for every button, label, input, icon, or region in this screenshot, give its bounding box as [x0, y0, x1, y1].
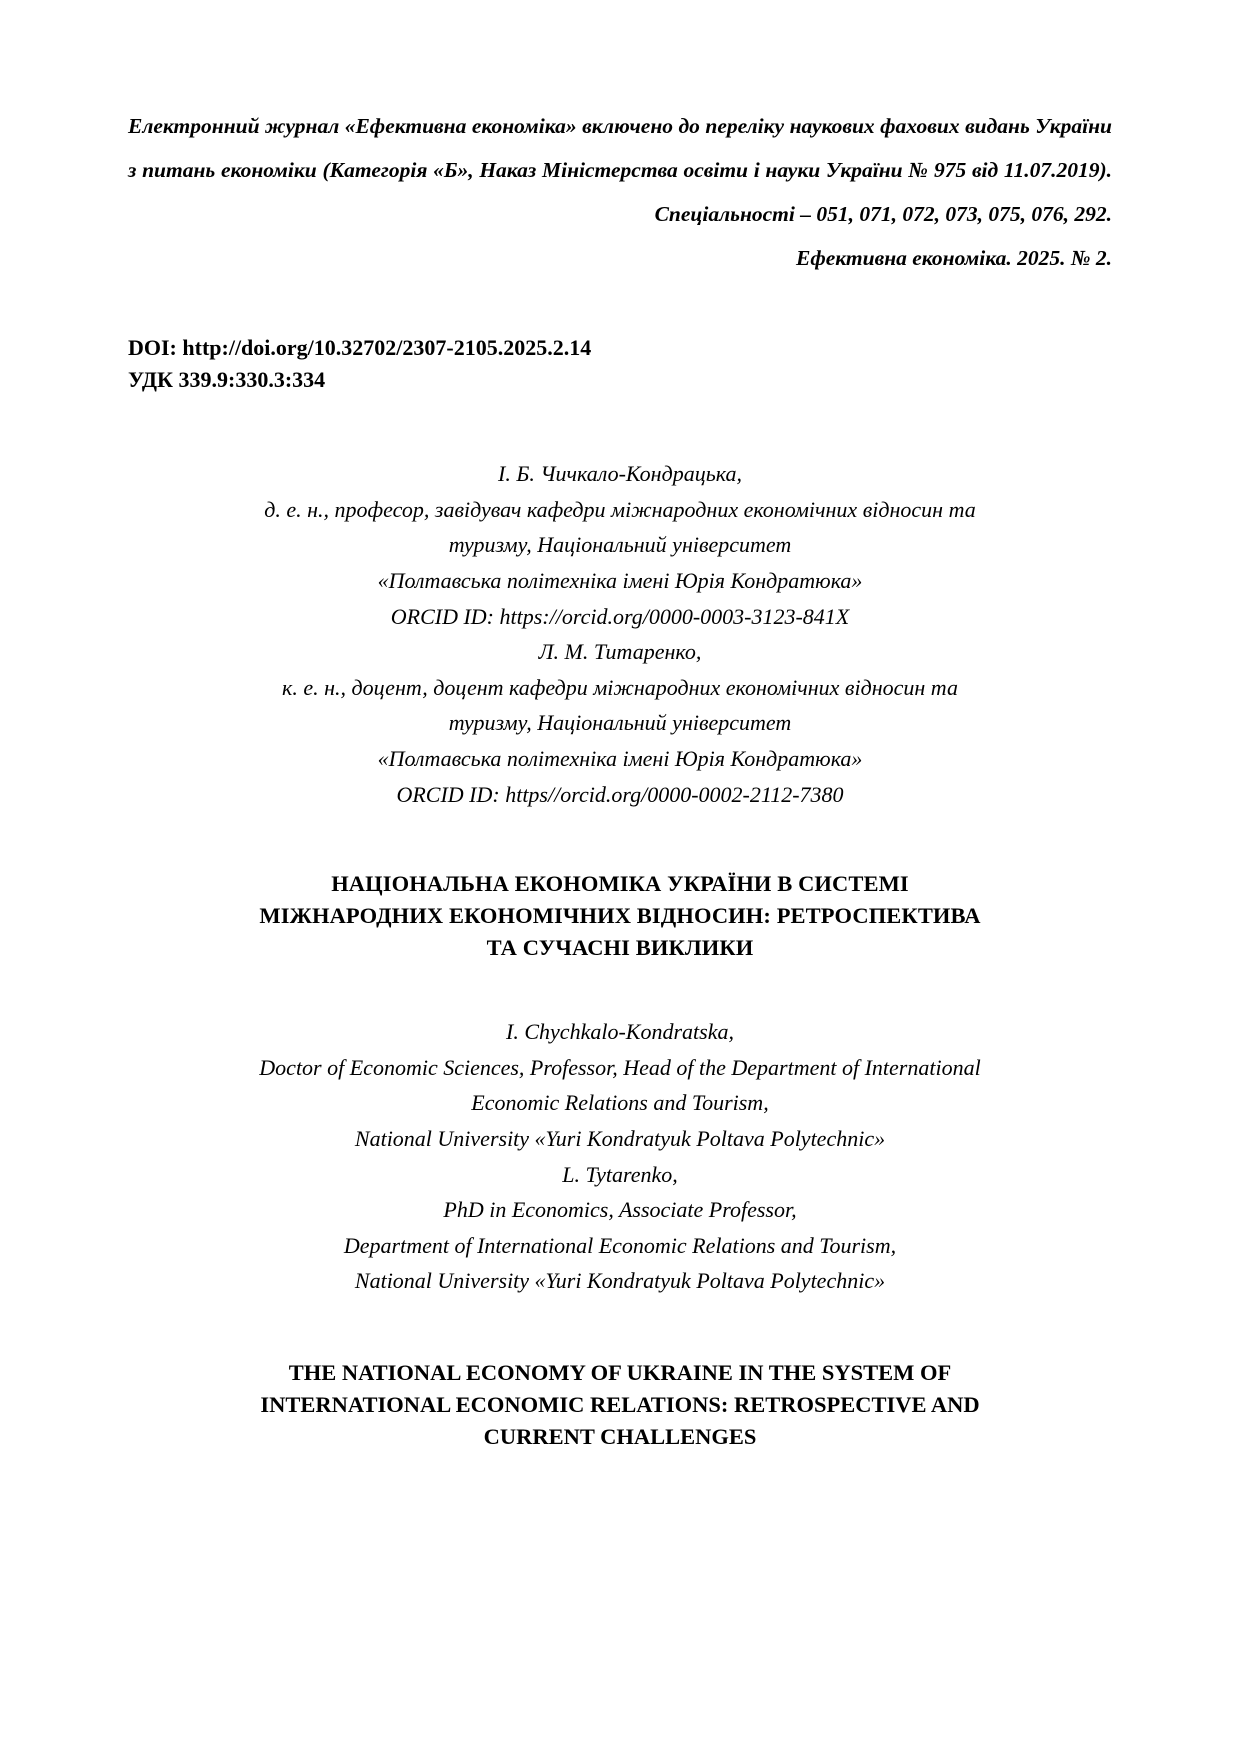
identifiers-block [128, 332, 1112, 396]
author-1-affiliation-ua: «Полтавська політехніка імені Юрія Кондратюка» [377, 567, 863, 593]
doi-line[interactable]: DOI: http://doi.org/10.32702/2307-2105.2025.2.14 [128, 335, 592, 361]
title-en-line-3: CURRENT CHALLENGES [483, 1423, 757, 1449]
author-1-name-en: I. Chychkalo-Kondratska, [506, 1019, 734, 1045]
article-title-ukrainian [128, 868, 1112, 964]
author-2-position-line2-ua: туризму, Національний університет [448, 710, 792, 736]
author-1-position-line2-en: Economic Relations and Tourism, [471, 1090, 769, 1116]
author-1-orcid-ua[interactable]: ORCID ID: https://orcid.org/0000-0003-3123-841X [390, 603, 850, 629]
journal-notice-text: Електронний журнал «Ефективна економіка» включено до переліку наукових фахових видань України з питань економіки (Категорія «Б», Наказ Міністерства освіти і науки України № 975 від 11.07.2019). Спеціальності – 051, 071, 072, 073, 075, 076, 292. [128, 114, 1112, 227]
title-ua-line-1: НАЦІОНАЛЬНА ЕКОНОМІКА УКРАЇНИ В СИСТЕМІ [331, 871, 909, 897]
author-2-orcid-ua[interactable]: ORCID ID: https//orcid.org/0000-0002-2112-7380 [396, 781, 844, 807]
author-1-position-line1-ua: д. е. н., професор, завідувач кафедри міжнародних економічних відносин та [264, 496, 976, 522]
authors-ukrainian [128, 456, 1112, 812]
author-2-affiliation-ua: «Полтавська політехніка імені Юрія Кондратюка» [377, 746, 863, 772]
author-2-name-ua: Л. М. Титаренко, [538, 639, 702, 665]
author-2-position-line2-en: Department of International Economic Relations and Tourism, [343, 1232, 897, 1258]
author-1-position-line1-en: Doctor of Economic Sciences, Professor, Head of the Department of International [259, 1054, 981, 1080]
author-2-position-line1-en: PhD in Economics, Associate Professor, [443, 1197, 797, 1223]
authors-english [128, 1014, 1112, 1299]
author-2-affiliation-en: National University «Yuri Kondratyuk Poltava Polytechnic» [354, 1268, 886, 1294]
udc-line: УДК 339.9:330.3:334 [128, 367, 326, 393]
journal-notice [128, 104, 1112, 280]
author-1-name-ua: І. Б. Чичкало-Кондрацька, [498, 461, 742, 487]
author-1-affiliation-en: National University «Yuri Kondratyuk Poltava Polytechnic» [354, 1125, 886, 1151]
title-ua-line-2: МІЖНАРОДНИХ ЕКОНОМІЧНИХ ВІДНОСИН: РЕТРОСПЕКТИВА [259, 903, 981, 929]
author-2-position-line1-ua: к. е. н., доцент, доцент кафедри міжнародних економічних відносин та [282, 674, 958, 700]
journal-issue-line: Ефективна економіка. 2025. № 2. [796, 246, 1112, 271]
title-en-line-2: INTERNATIONAL ECONOMIC RELATIONS: RETROSPECTIVE AND [260, 1392, 980, 1418]
title-en-line-1: THE NATIONAL ECONOMY OF UKRAINE IN THE SYSTEM OF [288, 1360, 952, 1386]
title-ua-line-3: ТА СУЧАСНІ ВИКЛИКИ [486, 935, 754, 961]
article-title-english [128, 1357, 1112, 1453]
author-1-position-line2-ua: туризму, Національний університет [448, 532, 792, 558]
author-2-name-en: L. Tytarenko, [562, 1161, 678, 1187]
